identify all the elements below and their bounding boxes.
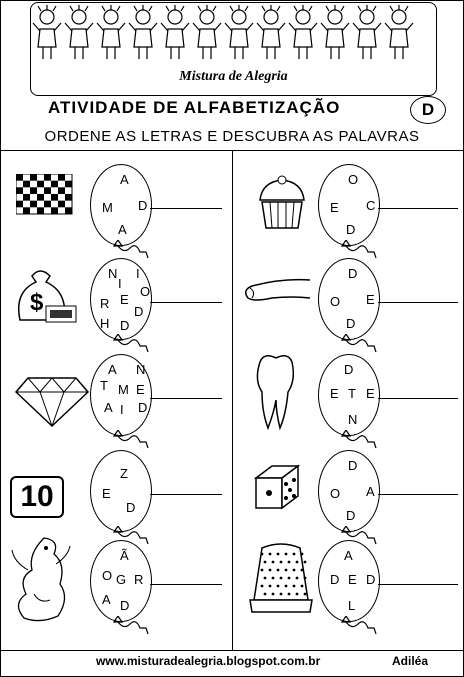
- balloon-letter: N: [348, 412, 358, 427]
- divider-bottom: [0, 650, 464, 651]
- cupcake-icon: [254, 174, 310, 232]
- balloon-letter: T: [100, 378, 108, 393]
- balloon-letter: N: [108, 266, 118, 281]
- balloon-left-2: [90, 258, 154, 358]
- balloon-letter: D: [348, 266, 358, 281]
- balloon-letter: D: [346, 508, 356, 523]
- answer-line-right-4[interactable]: [378, 494, 458, 495]
- balloon-string: [110, 430, 154, 452]
- balloon-right-1: [318, 164, 382, 264]
- balloon-letter: I: [136, 266, 140, 281]
- balloon-string: [110, 334, 154, 356]
- balloon-right-5: [318, 540, 382, 640]
- balloon-letter: O: [140, 284, 151, 299]
- balloon-letter: D: [344, 362, 354, 377]
- balloon-string: [338, 616, 382, 638]
- balloon-letter: O: [348, 172, 359, 187]
- balloon-letter: C: [366, 198, 376, 213]
- balloon-left-5: [90, 540, 154, 640]
- balloon-right-2: [318, 258, 382, 358]
- balloon-left-3: [90, 354, 154, 454]
- balloon-letter: Ã: [120, 548, 129, 563]
- balloon-letter: D: [346, 222, 356, 237]
- balloon-letter: E: [366, 292, 375, 307]
- balloon-letter: A: [108, 362, 117, 377]
- balloon-letter: D: [138, 198, 148, 213]
- brand-title: Mistura de Alegria: [179, 69, 288, 84]
- balloon-letter: E: [330, 386, 339, 401]
- balloon-letter: M: [102, 200, 113, 215]
- tooth-icon: [254, 352, 298, 430]
- page-title: ATIVIDADE DE ALFABETIZAÇÃO: [48, 98, 341, 117]
- balloon-string: [338, 430, 382, 452]
- balloon-letter: O: [330, 486, 341, 501]
- balloon-letter: A: [120, 172, 129, 187]
- balloon-string: [110, 616, 154, 638]
- header-banner: [30, 2, 437, 96]
- balloon-letter: E: [348, 572, 357, 587]
- dice-icon: [252, 462, 302, 512]
- balloon-string: [338, 334, 382, 356]
- answer-line-left-1[interactable]: [150, 208, 222, 209]
- balloon-right-4: [318, 450, 382, 550]
- balloon-letter: E: [120, 292, 129, 307]
- balloon-letter: D: [348, 458, 358, 473]
- answer-line-right-5[interactable]: [378, 584, 458, 585]
- balloon-letter: R: [100, 296, 110, 311]
- finger-icon: [242, 274, 312, 308]
- balloon-letter: M: [118, 382, 129, 397]
- money-bag-icon: [10, 262, 80, 330]
- balloon-letter: E: [102, 486, 111, 501]
- balloon-right-3: [318, 354, 382, 454]
- balloon-letter: D: [120, 318, 130, 333]
- balloon-letter: A: [102, 592, 111, 607]
- answer-line-left-5[interactable]: [150, 584, 222, 585]
- balloon-letter: D: [366, 572, 376, 587]
- balloon-letter: I: [120, 402, 124, 417]
- thimble-icon: [248, 542, 314, 616]
- balloon-letter: A: [366, 484, 375, 499]
- chessboard-icon: [16, 174, 74, 216]
- answer-line-right-2[interactable]: [378, 302, 458, 303]
- instruction-text: ORDENE AS LETRAS E DESCUBRA AS PALAVRAS: [44, 128, 420, 145]
- number-card: 10: [10, 476, 64, 518]
- balloon-left-1: [90, 164, 154, 264]
- svg-text:$: $: [30, 289, 44, 316]
- balloon-letter: I: [118, 276, 122, 291]
- dragon-icon: [10, 534, 72, 626]
- answer-line-left-4[interactable]: [150, 494, 222, 495]
- balloon-letter: A: [118, 222, 127, 237]
- footer-author: Adiléa: [392, 654, 429, 668]
- answer-line-right-3[interactable]: [378, 398, 458, 399]
- balloon-left-4: [90, 450, 154, 550]
- balloon-letter: N: [136, 362, 146, 377]
- balloon-letter: D: [330, 572, 340, 587]
- balloon-letter: D: [120, 598, 130, 613]
- balloon-letter: E: [330, 200, 339, 215]
- balloon-letter: H: [100, 316, 110, 331]
- balloon-letter: T: [348, 386, 356, 401]
- answer-line-left-3[interactable]: [150, 398, 222, 399]
- balloon-letter: R: [134, 572, 144, 587]
- letter-badge: D: [410, 96, 446, 124]
- diamond-icon: [14, 370, 94, 430]
- balloon-letter: D: [134, 304, 144, 319]
- balloon-letter: D: [346, 316, 356, 331]
- balloon-letter: E: [366, 386, 375, 401]
- balloon-letter: D: [126, 500, 136, 515]
- balloon-letter: Z: [120, 466, 128, 481]
- answer-line-left-2[interactable]: [150, 302, 222, 303]
- footer-url: www.misturadealegria.blogspot.com.br: [96, 654, 321, 668]
- balloon-letter: O: [330, 294, 341, 309]
- balloon-letter: D: [138, 400, 148, 415]
- balloon-letter: A: [104, 400, 113, 415]
- balloon-letter: L: [348, 598, 356, 613]
- divider-center: [232, 150, 233, 650]
- balloon-letter: G: [116, 572, 127, 587]
- balloon-outline: [90, 450, 152, 532]
- balloon-letter: O: [102, 568, 113, 583]
- balloon-letter: A: [344, 548, 353, 563]
- balloon-letter: E: [136, 382, 145, 397]
- answer-line-right-1[interactable]: [378, 208, 458, 209]
